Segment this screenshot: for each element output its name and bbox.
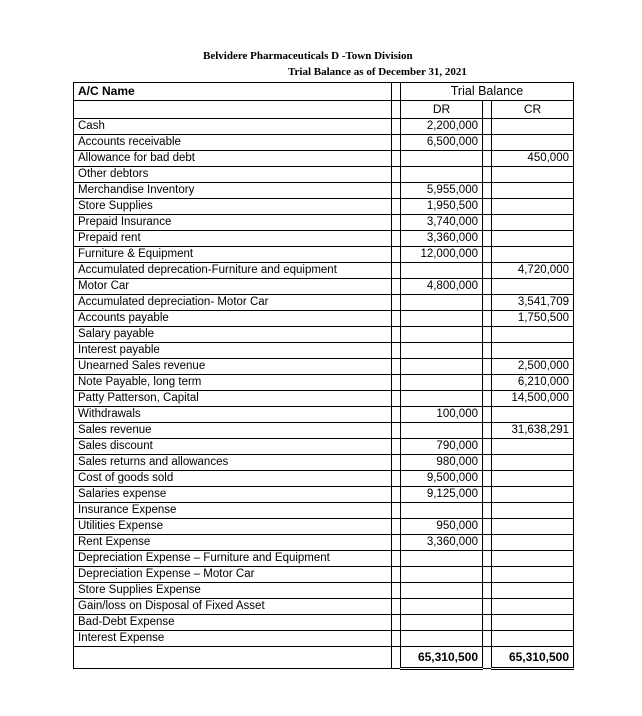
debit-amount: [401, 567, 483, 583]
credit-amount: [492, 231, 574, 247]
table-row: [74, 359, 574, 375]
debit-amount: [401, 343, 483, 359]
credit-amount: [492, 503, 574, 519]
credit-amount: [492, 615, 574, 631]
debit-amount: 9,500,000: [401, 471, 483, 487]
table-row: [74, 455, 574, 471]
account-name: Sales discount: [74, 439, 392, 455]
trial-balance-table: [73, 82, 574, 670]
table-row: [74, 423, 574, 439]
account-name: Prepaid rent: [74, 231, 392, 247]
credit-amount: 14,500,000: [492, 391, 574, 407]
table-row: [74, 471, 574, 487]
credit-amount: [492, 455, 574, 471]
debit-amount: [401, 359, 483, 375]
account-name: Sales revenue: [74, 423, 392, 439]
table-row: [74, 215, 574, 231]
debit-amount: 3,360,000: [401, 535, 483, 551]
credit-amount: [492, 247, 574, 263]
col-header-trial-balance: Trial Balance: [401, 83, 574, 101]
credit-amount: [492, 471, 574, 487]
table-row: [74, 119, 574, 135]
debit-amount: 790,000: [401, 439, 483, 455]
debit-amount: [401, 327, 483, 343]
table-row: [74, 279, 574, 295]
account-name: Motor Car: [74, 279, 392, 295]
account-name: Depreciation Expense – Motor Car: [74, 567, 392, 583]
table-row: [74, 567, 574, 583]
account-name: Prepaid Insurance: [74, 215, 392, 231]
debit-amount: [401, 263, 483, 279]
table-row: [74, 503, 574, 519]
account-name: Furniture & Equipment: [74, 247, 392, 263]
account-name: Salary payable: [74, 327, 392, 343]
account-name: Bad-Debt Expense: [74, 615, 392, 631]
account-name: Accounts receivable: [74, 135, 392, 151]
credit-amount: [492, 535, 574, 551]
credit-amount: [492, 279, 574, 295]
debit-amount: 5,955,000: [401, 183, 483, 199]
debit-amount: [401, 151, 483, 167]
credit-amount: [492, 599, 574, 615]
account-name: Sales returns and allowances: [74, 455, 392, 471]
credit-amount: [492, 519, 574, 535]
debit-amount: [401, 631, 483, 647]
debit-amount: [401, 311, 483, 327]
col-header-ac-name: A/C Name: [74, 83, 392, 101]
credit-amount: 2,500,000: [492, 359, 574, 375]
account-name: Depreciation Expense – Furniture and Equipment: [74, 551, 392, 567]
account-name: Withdrawals: [74, 407, 392, 423]
table-row: [74, 247, 574, 263]
table-row: [74, 551, 574, 567]
table-row: [74, 439, 574, 455]
table-row: [74, 375, 574, 391]
table-row: [74, 407, 574, 423]
account-name: Gain/loss on Disposal of Fixed Asset: [74, 599, 392, 615]
totals-row: [74, 647, 574, 669]
account-name: Utilities Expense: [74, 519, 392, 535]
debit-amount: 980,000: [401, 455, 483, 471]
account-name: Store Supplies: [74, 199, 392, 215]
total-credit: 65,310,500: [492, 647, 574, 669]
debit-amount: [401, 551, 483, 567]
credit-amount: [492, 183, 574, 199]
credit-amount: [492, 167, 574, 183]
debit-amount: [401, 503, 483, 519]
credit-amount: [492, 439, 574, 455]
account-name: Accumulated deprecation-Furniture and equipment: [74, 263, 392, 279]
table-row: [74, 327, 574, 343]
company-title: Belvidere Pharmaceuticals D -Town Division: [203, 50, 413, 62]
table-row: [74, 519, 574, 535]
table-row: [74, 391, 574, 407]
report-subtitle: Trial Balance as of December 31, 2021: [288, 66, 467, 78]
credit-amount: [492, 583, 574, 599]
debit-amount: 3,740,000: [401, 215, 483, 231]
credit-amount: [492, 631, 574, 647]
table-row: [74, 631, 574, 647]
debit-amount: 950,000: [401, 519, 483, 535]
account-name: Other debtors: [74, 167, 392, 183]
debit-amount: [401, 167, 483, 183]
debit-amount: 100,000: [401, 407, 483, 423]
credit-amount: 4,720,000: [492, 263, 574, 279]
table-row: [74, 487, 574, 503]
col-header-dr: DR: [401, 101, 483, 119]
credit-amount: 3,541,709: [492, 295, 574, 311]
table-row: [74, 599, 574, 615]
table-row: [74, 311, 574, 327]
debit-amount: 9,125,000: [401, 487, 483, 503]
account-name: Interest payable: [74, 343, 392, 359]
account-name: Allowance for bad debt: [74, 151, 392, 167]
debit-amount: 12,000,000: [401, 247, 483, 263]
credit-amount: 450,000: [492, 151, 574, 167]
table-row: [74, 615, 574, 631]
table-subheader-row: [74, 101, 574, 119]
account-name: Salaries expense: [74, 487, 392, 503]
debit-amount: [401, 423, 483, 439]
debit-amount: 4,800,000: [401, 279, 483, 295]
account-name: Accumulated depreciation- Motor Car: [74, 295, 392, 311]
account-name: Cash: [74, 119, 392, 135]
table-row: [74, 535, 574, 551]
total-debit: 65,310,500: [401, 647, 483, 669]
debit-amount: [401, 615, 483, 631]
credit-amount: [492, 199, 574, 215]
debit-amount: [401, 583, 483, 599]
debit-amount: 1,950,500: [401, 199, 483, 215]
credit-amount: [492, 551, 574, 567]
credit-amount: 1,750,500: [492, 311, 574, 327]
credit-amount: 31,638,291: [492, 423, 574, 439]
credit-amount: [492, 487, 574, 503]
table-header-row: [74, 83, 574, 101]
table-row: [74, 199, 574, 215]
col-header-cr: CR: [492, 101, 574, 119]
debit-amount: [401, 391, 483, 407]
account-name: Store Supplies Expense: [74, 583, 392, 599]
credit-amount: [492, 135, 574, 151]
account-name: Merchandise Inventory: [74, 183, 392, 199]
credit-amount: [492, 215, 574, 231]
table-row: [74, 231, 574, 247]
table-row: [74, 135, 574, 151]
account-name: Unearned Sales revenue: [74, 359, 392, 375]
credit-amount: [492, 327, 574, 343]
debit-amount: [401, 295, 483, 311]
account-name: Cost of goods sold: [74, 471, 392, 487]
debit-amount: 3,360,000: [401, 231, 483, 247]
table-row: [74, 343, 574, 359]
account-name: Accounts payable: [74, 311, 392, 327]
account-name: Interest Expense: [74, 631, 392, 647]
credit-amount: [492, 567, 574, 583]
debit-amount: [401, 375, 483, 391]
account-name: Note Payable, long term: [74, 375, 392, 391]
credit-amount: 6,210,000: [492, 375, 574, 391]
credit-amount: [492, 343, 574, 359]
account-name: Patty Patterson, Capital: [74, 391, 392, 407]
debit-amount: 2,200,000: [401, 119, 483, 135]
table-row: [74, 167, 574, 183]
account-name: Insurance Expense: [74, 503, 392, 519]
credit-amount: [492, 119, 574, 135]
table-row: [74, 295, 574, 311]
table-row: [74, 183, 574, 199]
table-row: [74, 151, 574, 167]
table-row: [74, 583, 574, 599]
debit-amount: 6,500,000: [401, 135, 483, 151]
account-name: Rent Expense: [74, 535, 392, 551]
table-row: [74, 263, 574, 279]
credit-amount: [492, 407, 574, 423]
debit-amount: [401, 599, 483, 615]
